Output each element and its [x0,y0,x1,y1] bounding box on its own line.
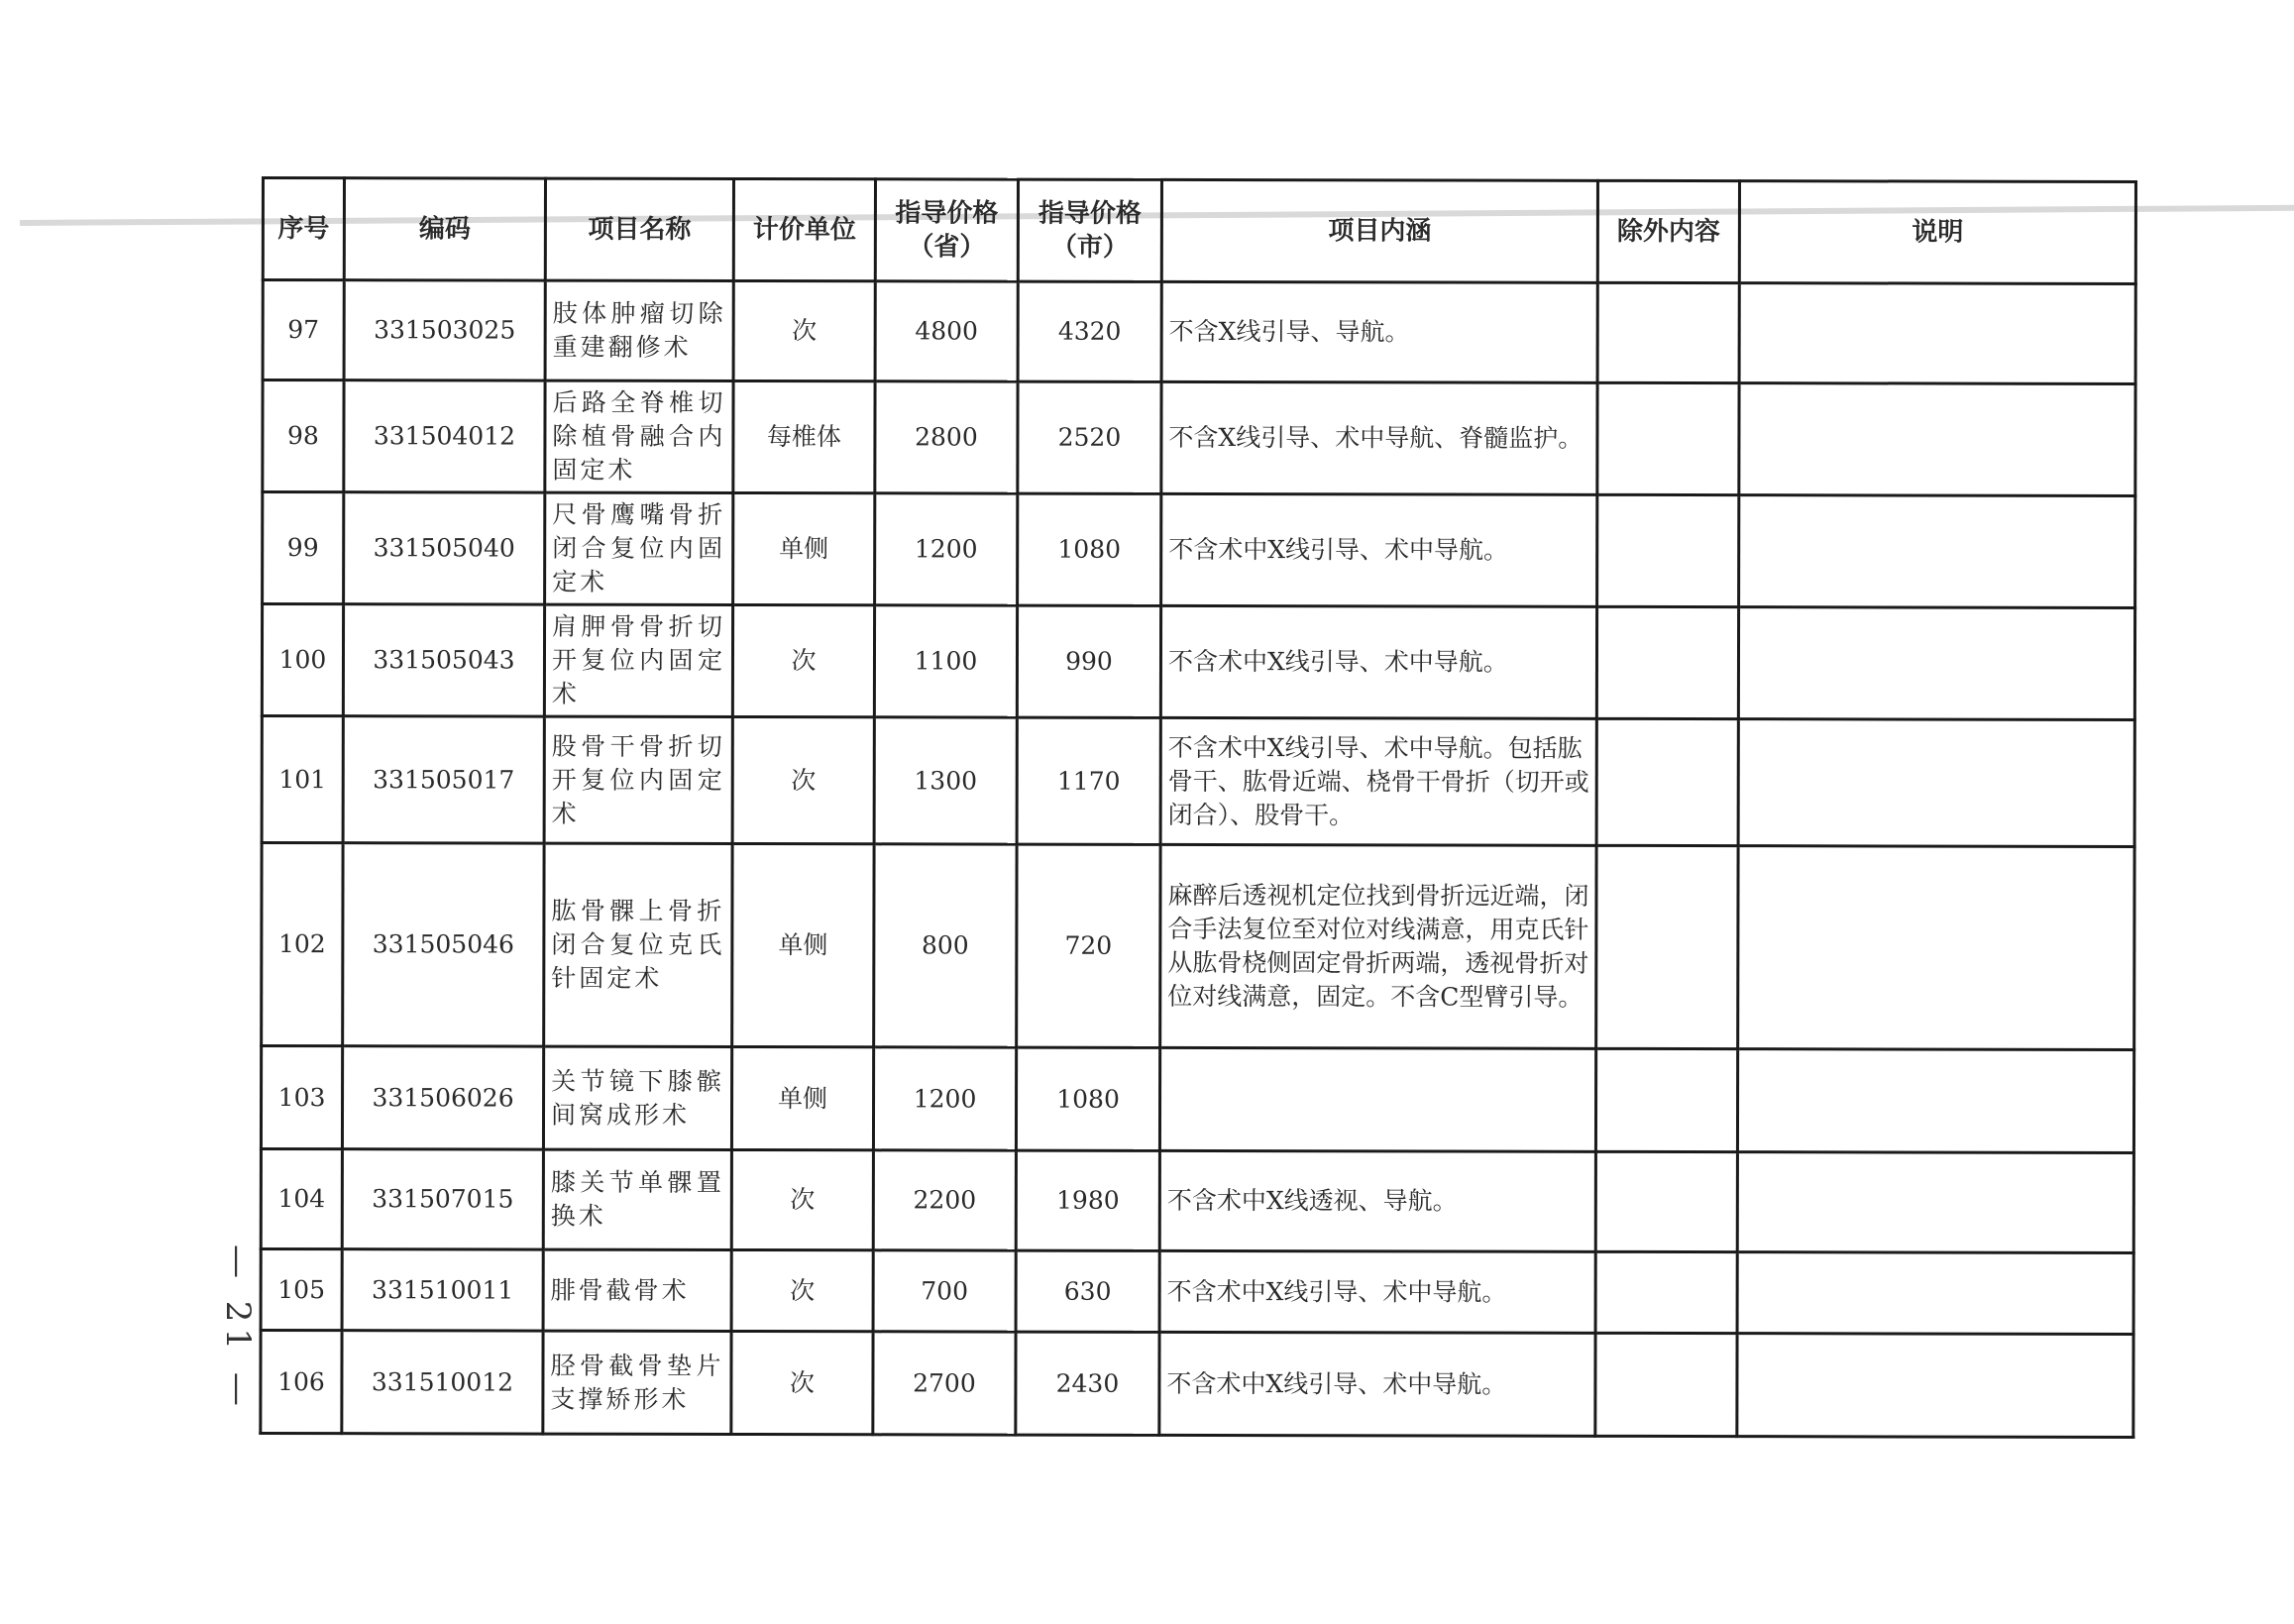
header-seq: 序号 [263,178,344,280]
cell-content [1159,1047,1595,1151]
header-price-province: 指导价格（省） [875,179,1018,281]
cell-price-city: 630 [1016,1250,1159,1332]
cell-code: 331505046 [343,843,544,1046]
cell-notes [1739,283,2135,384]
cell-seq: 100 [262,604,343,716]
cell-price-city: 990 [1017,605,1160,717]
cell-content: 麻醉后透视机定位找到骨折远近端，闭合手法复位至对位对线满意，用克氏针从肱骨桡侧固定骨折两端，透视骨折对位对线满意，固定。不含C型臂引导。 [1160,844,1596,1048]
cell-seq: 105 [261,1249,342,1331]
cell-price-city: 2520 [1018,381,1161,493]
cell-price-province: 4800 [875,281,1018,381]
cell-seq: 106 [261,1331,342,1434]
cell-price-province: 2200 [873,1150,1016,1250]
cell-exclusions [1595,1251,1737,1333]
table-row [261,1149,2133,1253]
cell-price-city: 1080 [1018,493,1161,605]
header-price-city: 指导价格（市） [1018,179,1161,281]
cell-name: 膝关节单髁置换术 [543,1149,731,1249]
cell-name: 胫骨截骨垫片支撑矫形术 [543,1331,731,1434]
table-row [262,604,2134,720]
cell-content: 不含术中X线引导、术中导航。 [1159,1332,1595,1436]
cell-exclusions [1596,718,1738,845]
cell-price-city: 1170 [1017,717,1160,844]
cell-exclusions [1595,1333,1737,1436]
cell-price-province: 2700 [873,1332,1016,1435]
cell-price-city: 2430 [1016,1332,1159,1435]
cell-code: 331503025 [344,280,545,380]
header-name: 项目名称 [545,178,733,280]
page-number: — 21 — [218,1244,258,1412]
cell-name: 肢体肿瘤切除重建翻修术 [545,280,733,380]
cell-price-city: 1980 [1016,1150,1159,1250]
cell-price-province: 1200 [875,493,1018,605]
cell-unit: 每椎体 [733,380,875,492]
cell-content: 不含术中X线引导、术中导航。 [1160,605,1596,718]
cell-exclusions [1595,1151,1737,1251]
table-header-row [263,178,2135,284]
cell-name: 关节镜下膝髌间窝成形术 [543,1046,731,1149]
cell-price-province: 2800 [875,381,1018,493]
cell-price-province: 700 [873,1250,1016,1332]
cell-notes [1737,1334,2133,1438]
cell-code: 331506026 [342,1046,543,1149]
cell-notes [1737,1049,2133,1153]
cell-name: 肩胛骨骨折切开复位内固定术 [544,604,732,716]
table-row [263,280,2135,384]
table-row [263,380,2135,496]
header-unit: 计价单位 [733,178,875,280]
cell-name: 后路全脊椎切除植骨融合内固定术 [545,380,733,492]
cell-price-city: 1080 [1016,1047,1159,1150]
cell-notes [1737,1152,2133,1253]
header-notes: 说明 [1739,181,2135,284]
cell-seq: 103 [261,1046,342,1149]
cell-seq: 99 [263,492,344,604]
cell-code: 331504012 [344,380,545,492]
cell-unit: 次 [731,1249,873,1331]
cell-name: 尺骨鹰嘴骨折闭合复位内固定术 [545,492,733,604]
cell-exclusions [1597,382,1739,494]
cell-unit: 次 [731,1331,873,1434]
cell-unit: 次 [731,1149,873,1249]
cell-code: 331505017 [343,716,544,843]
cell-unit: 单侧 [733,492,875,604]
cell-seq: 101 [262,716,343,843]
cell-unit: 次 [732,604,874,716]
cell-notes [1739,495,2135,608]
cell-price-city: 720 [1017,844,1160,1047]
cell-exclusions [1596,845,1738,1048]
cell-content: 不含X线引导、术中导航、脊髓监护。 [1161,381,1597,494]
cell-price-province: 1300 [874,717,1017,844]
cell-code: 331510012 [342,1331,543,1434]
cell-exclusions [1596,606,1738,718]
cell-notes [1737,1252,2133,1335]
cell-exclusions [1595,1048,1737,1151]
cell-seq: 102 [262,843,343,1046]
table-row [261,1331,2133,1438]
cell-code: 331507015 [342,1149,543,1249]
cell-price-province: 1200 [873,1047,1016,1150]
table-row [261,1046,2133,1153]
cell-code: 331505040 [344,492,545,604]
cell-notes [1738,719,2134,847]
cell-content: 不含术中X线透视、导航。 [1159,1150,1595,1251]
cell-unit: 单侧 [731,1046,873,1149]
cell-seq: 104 [261,1149,342,1249]
cell-seq: 98 [263,380,344,492]
cell-exclusions [1597,282,1739,382]
cell-name: 腓骨截骨术 [543,1249,731,1331]
cell-name: 股骨干骨折切开复位内固定术 [544,716,732,843]
cell-price-city: 4320 [1018,281,1161,381]
cell-content: 不含术中X线引导、术中导航。 [1159,1250,1595,1333]
cell-seq: 97 [263,280,344,380]
table-row [263,492,2135,608]
cell-content: 不含X线引导、导航。 [1161,281,1597,382]
cell-code: 331510011 [342,1249,543,1331]
cell-notes [1738,607,2134,720]
cell-price-province: 1100 [874,605,1017,717]
table-row [261,1249,2133,1335]
table-row [262,716,2134,847]
cell-name: 肱骨髁上骨折闭合复位克氏针固定术 [544,843,732,1046]
cell-code: 331505043 [343,604,544,716]
table-body [261,280,2135,1438]
cell-content: 不含术中X线引导、术中导航。包括肱骨干、肱骨近端、桡骨干骨折（切开或闭合）、股骨干。 [1160,717,1596,845]
cell-unit: 次 [733,280,875,380]
header-exclusions: 除外内容 [1597,180,1739,282]
table-row [262,843,2134,1050]
cell-content: 不含术中X线引导、术中导航。 [1161,493,1597,606]
cell-price-province: 800 [874,844,1017,1047]
cell-unit: 次 [732,716,874,843]
cell-exclusions [1597,494,1739,606]
header-code: 编码 [344,178,545,280]
cell-notes [1738,846,2134,1050]
cell-unit: 单侧 [732,843,874,1046]
cell-notes [1739,383,2135,496]
header-content: 项目内涵 [1161,179,1597,282]
price-table [259,176,2137,1439]
